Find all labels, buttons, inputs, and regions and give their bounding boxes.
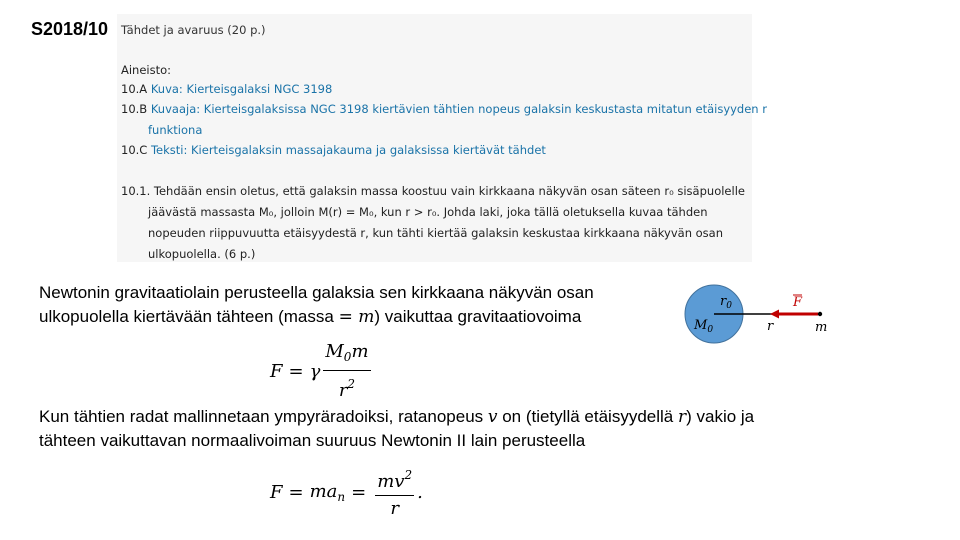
material-link-10a[interactable]: Kuva: Kierteisgalaksi NGC 3198 <box>150 82 333 96</box>
material-number: 10.C <box>121 143 148 157</box>
subscript: 0 <box>343 350 352 364</box>
material-link-10c[interactable]: Teksti: Kierteisgalaksin massajakauma ja galaksissa kiertävät tähdet <box>150 143 546 157</box>
question-line: 10.1. Tehdään ensin oletus, että galaksin massa koostuu vain kirkkaana näkyvän osan säteen r₀ sisäpuolelle <box>121 184 745 198</box>
material-item-10a <box>121 79 332 100</box>
text-run: ) vaikuttaa gravitaatiovoima <box>374 307 582 326</box>
r0-label: $r_0$ <box>720 294 732 311</box>
math-run: = m <box>338 307 375 327</box>
slide-id: S2018/10 <box>31 19 109 39</box>
material-link-10b[interactable]: Kuvaaja: Kierteisgalaksissa NGC 3198 kiertävien tähtien nopeus galaksin keskustasta mitatun etäisyyden r <box>150 102 767 116</box>
symbol: m <box>351 341 369 362</box>
formula-lhs: F <box>270 361 283 382</box>
material-number: 10.A <box>121 82 148 96</box>
question-line: jäävästä massasta M₀, jolloin M(r) = M₀, kun r > r₀. Johda laki, joka tällä oletuksella kuvaa tähden <box>148 205 708 219</box>
force-arrowhead <box>770 310 779 319</box>
question-line: nopeuden riippuvuutta etäisyydestä r, kun tähti kiertää galaksin keskustaa kirkkaana näkyvän osan <box>148 226 723 240</box>
paragraph-line <box>39 405 754 429</box>
text-run: Kun tähtien radat mallinnetaan ympyräradoiksi, ratanopeus <box>39 407 488 426</box>
symbol: M <box>325 341 344 362</box>
superscript: 2 <box>404 468 413 482</box>
text-run: on (tietyllä etäisyydellä <box>497 407 678 426</box>
fraction <box>375 464 414 520</box>
question-line: ulkopuolella. (6 p.) <box>148 247 256 261</box>
symbol: mv <box>377 471 405 492</box>
period: . <box>417 481 423 503</box>
numerator <box>375 464 414 496</box>
fraction <box>323 341 370 402</box>
task-title: Tähdet ja avaruus (20 p.) <box>121 23 266 37</box>
equals-sign: = <box>288 481 304 503</box>
material-link-10b-cont[interactable]: funktiona <box>148 123 203 137</box>
text-run: ) vakio ja <box>686 407 755 426</box>
paragraph-line: Newtonin gravitaatiolain perusteella galaksia sen kirkkaana näkyvän osan <box>39 283 594 302</box>
circular-orbit-paragraph <box>39 405 754 453</box>
force-label: F <box>793 295 803 310</box>
m-label: m <box>815 320 828 335</box>
math-run: v <box>487 407 498 427</box>
math-run: r <box>677 407 687 427</box>
paragraph-line: tähteen vaikuttavan normaalivoiman suuruus Newtonin II lain perusteella <box>39 431 586 450</box>
material-number: 10.B <box>121 102 148 116</box>
formula-lhs: F <box>270 481 283 503</box>
M0-label: $M_0$ <box>694 318 714 335</box>
task-panel <box>117 14 767 262</box>
galaxy-force-diagram <box>680 280 840 350</box>
text-run: ulkopuolella kiertävään tähteen (massa <box>39 307 339 326</box>
paragraph-line <box>39 305 594 329</box>
question-10-1 <box>121 181 747 265</box>
material-item-10c <box>121 140 546 161</box>
gravitation-paragraph <box>39 281 594 329</box>
materials-heading: Aineisto: <box>121 63 172 77</box>
star-mass-point <box>818 312 822 316</box>
symbol: ma <box>309 480 338 502</box>
formula-mid <box>310 481 346 504</box>
denominator <box>339 371 355 402</box>
gravitation-formula <box>270 341 374 402</box>
equals-sign: = <box>351 481 367 503</box>
numerator <box>323 341 370 371</box>
symbol: r <box>338 380 348 401</box>
denominator: r <box>390 498 399 519</box>
equals-sign: = <box>288 361 304 382</box>
superscript: 2 <box>347 377 356 391</box>
material-item-10b <box>121 99 767 120</box>
newton-second-law-formula <box>270 464 423 520</box>
r-label: r <box>767 319 774 334</box>
subscript: n <box>337 489 346 504</box>
gamma-symbol: γ <box>309 361 321 382</box>
